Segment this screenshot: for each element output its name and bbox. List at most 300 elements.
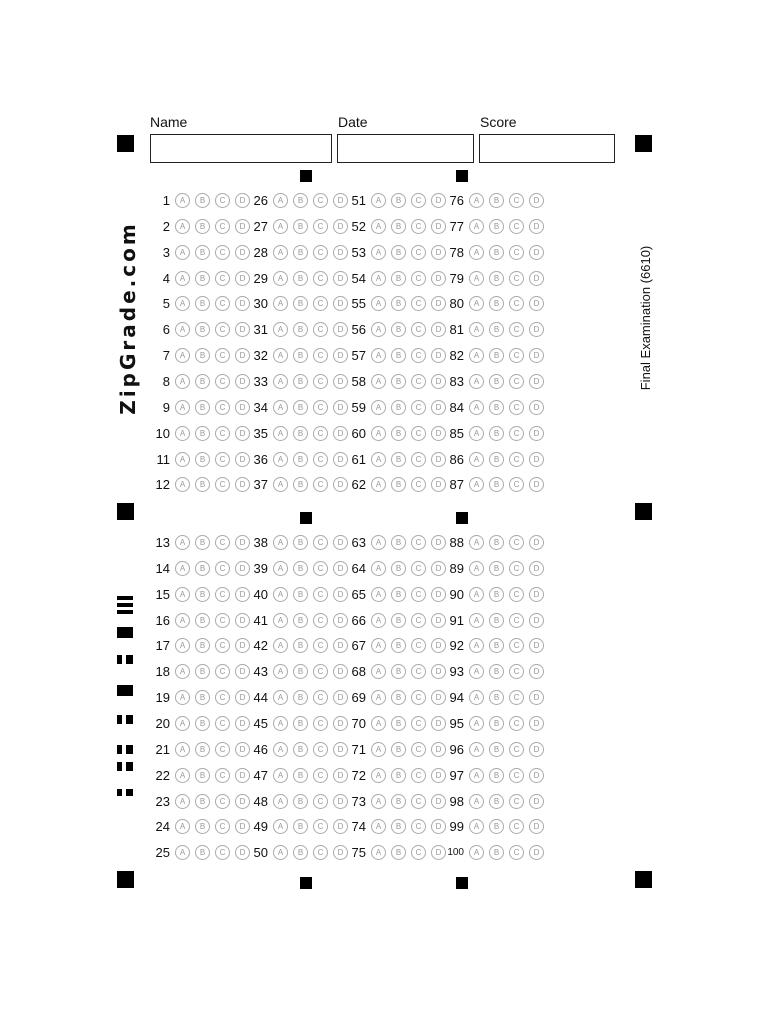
answer-bubble-c[interactable]: C	[411, 271, 426, 286]
answer-bubble-d[interactable]: D	[431, 245, 446, 260]
answer-bubble-a[interactable]: A	[371, 296, 386, 311]
answer-bubble-c[interactable]: C	[215, 193, 230, 208]
answer-bubble-a[interactable]: A	[273, 477, 288, 492]
answer-bubble-b[interactable]: B	[391, 245, 406, 260]
answer-bubble-a[interactable]: A	[371, 193, 386, 208]
answer-bubble-a[interactable]: A	[469, 322, 484, 337]
answer-bubble-b[interactable]: B	[293, 845, 308, 860]
answer-bubble-b[interactable]: B	[391, 638, 406, 653]
answer-bubble-a[interactable]: A	[175, 613, 190, 628]
answer-bubble-d[interactable]: D	[333, 400, 348, 415]
answer-bubble-c[interactable]: C	[313, 452, 328, 467]
answer-bubble-b[interactable]: B	[195, 613, 210, 628]
answer-bubble-a[interactable]: A	[273, 638, 288, 653]
answer-bubble-a[interactable]: A	[175, 794, 190, 809]
answer-bubble-b[interactable]: B	[489, 296, 504, 311]
answer-bubble-a[interactable]: A	[175, 322, 190, 337]
answer-bubble-a[interactable]: A	[273, 561, 288, 576]
answer-bubble-c[interactable]: C	[215, 245, 230, 260]
answer-bubble-d[interactable]: D	[529, 452, 544, 467]
answer-bubble-d[interactable]: D	[333, 452, 348, 467]
answer-bubble-d[interactable]: D	[235, 452, 250, 467]
answer-bubble-b[interactable]: B	[293, 716, 308, 731]
answer-bubble-d[interactable]: D	[333, 322, 348, 337]
answer-bubble-c[interactable]: C	[215, 477, 230, 492]
answer-bubble-a[interactable]: A	[469, 587, 484, 602]
answer-bubble-d[interactable]: D	[529, 794, 544, 809]
answer-bubble-d[interactable]: D	[529, 845, 544, 860]
answer-bubble-a[interactable]: A	[175, 426, 190, 441]
answer-bubble-d[interactable]: D	[333, 716, 348, 731]
answer-bubble-b[interactable]: B	[489, 845, 504, 860]
answer-bubble-c[interactable]: C	[411, 477, 426, 492]
answer-bubble-a[interactable]: A	[371, 322, 386, 337]
date-field[interactable]	[337, 134, 474, 163]
answer-bubble-b[interactable]: B	[293, 452, 308, 467]
answer-bubble-d[interactable]: D	[333, 193, 348, 208]
answer-bubble-a[interactable]: A	[469, 193, 484, 208]
answer-bubble-d[interactable]: D	[431, 768, 446, 783]
answer-bubble-b[interactable]: B	[293, 690, 308, 705]
answer-bubble-c[interactable]: C	[411, 348, 426, 363]
answer-bubble-a[interactable]: A	[469, 768, 484, 783]
answer-bubble-a[interactable]: A	[273, 664, 288, 679]
answer-bubble-a[interactable]: A	[371, 400, 386, 415]
answer-bubble-d[interactable]: D	[529, 271, 544, 286]
answer-bubble-c[interactable]: C	[509, 400, 524, 415]
answer-bubble-d[interactable]: D	[431, 271, 446, 286]
answer-bubble-b[interactable]: B	[293, 794, 308, 809]
answer-bubble-b[interactable]: B	[391, 716, 406, 731]
answer-bubble-c[interactable]: C	[509, 426, 524, 441]
answer-bubble-c[interactable]: C	[509, 742, 524, 757]
answer-bubble-d[interactable]: D	[235, 535, 250, 550]
answer-bubble-b[interactable]: B	[195, 742, 210, 757]
answer-bubble-c[interactable]: C	[411, 426, 426, 441]
answer-bubble-c[interactable]: C	[509, 477, 524, 492]
answer-bubble-b[interactable]: B	[195, 296, 210, 311]
answer-bubble-a[interactable]: A	[273, 400, 288, 415]
answer-bubble-a[interactable]: A	[371, 768, 386, 783]
answer-bubble-c[interactable]: C	[411, 742, 426, 757]
answer-bubble-d[interactable]: D	[529, 477, 544, 492]
answer-bubble-b[interactable]: B	[489, 322, 504, 337]
answer-bubble-b[interactable]: B	[195, 587, 210, 602]
answer-bubble-c[interactable]: C	[509, 690, 524, 705]
answer-bubble-c[interactable]: C	[215, 716, 230, 731]
answer-bubble-c[interactable]: C	[215, 742, 230, 757]
answer-bubble-c[interactable]: C	[313, 245, 328, 260]
answer-bubble-c[interactable]: C	[313, 716, 328, 731]
answer-bubble-b[interactable]: B	[293, 296, 308, 311]
answer-bubble-a[interactable]: A	[469, 690, 484, 705]
answer-bubble-c[interactable]: C	[411, 400, 426, 415]
answer-bubble-a[interactable]: A	[273, 193, 288, 208]
answer-bubble-c[interactable]: C	[215, 638, 230, 653]
answer-bubble-b[interactable]: B	[489, 742, 504, 757]
answer-bubble-a[interactable]: A	[175, 716, 190, 731]
answer-bubble-d[interactable]: D	[235, 193, 250, 208]
answer-bubble-d[interactable]: D	[333, 219, 348, 234]
answer-bubble-d[interactable]: D	[529, 716, 544, 731]
answer-bubble-c[interactable]: C	[313, 742, 328, 757]
answer-bubble-d[interactable]: D	[529, 296, 544, 311]
answer-bubble-b[interactable]: B	[391, 452, 406, 467]
answer-bubble-b[interactable]: B	[391, 768, 406, 783]
answer-bubble-c[interactable]: C	[313, 535, 328, 550]
answer-bubble-b[interactable]: B	[489, 613, 504, 628]
answer-bubble-c[interactable]: C	[411, 587, 426, 602]
answer-bubble-a[interactable]: A	[175, 193, 190, 208]
answer-bubble-b[interactable]: B	[391, 426, 406, 441]
answer-bubble-a[interactable]: A	[273, 768, 288, 783]
answer-bubble-d[interactable]: D	[333, 613, 348, 628]
answer-bubble-c[interactable]: C	[313, 219, 328, 234]
answer-bubble-c[interactable]: C	[509, 322, 524, 337]
answer-bubble-b[interactable]: B	[293, 561, 308, 576]
answer-bubble-b[interactable]: B	[489, 690, 504, 705]
answer-bubble-c[interactable]: C	[313, 296, 328, 311]
answer-bubble-b[interactable]: B	[195, 219, 210, 234]
answer-bubble-d[interactable]: D	[431, 426, 446, 441]
answer-bubble-a[interactable]: A	[273, 245, 288, 260]
answer-bubble-c[interactable]: C	[313, 768, 328, 783]
answer-bubble-b[interactable]: B	[489, 794, 504, 809]
answer-bubble-a[interactable]: A	[273, 819, 288, 834]
answer-bubble-c[interactable]: C	[509, 587, 524, 602]
answer-bubble-d[interactable]: D	[333, 296, 348, 311]
answer-bubble-c[interactable]: C	[509, 638, 524, 653]
answer-bubble-a[interactable]: A	[469, 348, 484, 363]
answer-bubble-c[interactable]: C	[509, 245, 524, 260]
answer-bubble-a[interactable]: A	[175, 535, 190, 550]
answer-bubble-b[interactable]: B	[195, 794, 210, 809]
answer-bubble-b[interactable]: B	[489, 452, 504, 467]
answer-bubble-b[interactable]: B	[195, 716, 210, 731]
answer-bubble-c[interactable]: C	[509, 716, 524, 731]
answer-bubble-b[interactable]: B	[293, 271, 308, 286]
answer-bubble-a[interactable]: A	[273, 690, 288, 705]
answer-bubble-b[interactable]: B	[293, 535, 308, 550]
answer-bubble-b[interactable]: B	[293, 426, 308, 441]
answer-bubble-a[interactable]: A	[273, 742, 288, 757]
answer-bubble-b[interactable]: B	[489, 193, 504, 208]
answer-bubble-a[interactable]: A	[175, 219, 190, 234]
answer-bubble-a[interactable]: A	[273, 587, 288, 602]
answer-bubble-a[interactable]: A	[469, 794, 484, 809]
answer-bubble-d[interactable]: D	[529, 613, 544, 628]
answer-bubble-b[interactable]: B	[195, 664, 210, 679]
answer-bubble-b[interactable]: B	[195, 322, 210, 337]
answer-bubble-b[interactable]: B	[293, 819, 308, 834]
answer-bubble-b[interactable]: B	[391, 219, 406, 234]
answer-bubble-d[interactable]: D	[431, 296, 446, 311]
answer-bubble-d[interactable]: D	[333, 587, 348, 602]
answer-bubble-c[interactable]: C	[411, 374, 426, 389]
answer-bubble-a[interactable]: A	[273, 613, 288, 628]
answer-bubble-d[interactable]: D	[529, 587, 544, 602]
answer-bubble-c[interactable]: C	[509, 219, 524, 234]
answer-bubble-c[interactable]: C	[509, 348, 524, 363]
answer-bubble-d[interactable]: D	[431, 452, 446, 467]
answer-bubble-a[interactable]: A	[371, 690, 386, 705]
answer-bubble-b[interactable]: B	[489, 819, 504, 834]
answer-bubble-b[interactable]: B	[391, 193, 406, 208]
answer-bubble-c[interactable]: C	[411, 794, 426, 809]
answer-bubble-d[interactable]: D	[431, 742, 446, 757]
answer-bubble-d[interactable]: D	[333, 426, 348, 441]
answer-bubble-a[interactable]: A	[371, 638, 386, 653]
answer-bubble-a[interactable]: A	[371, 477, 386, 492]
answer-bubble-d[interactable]: D	[235, 348, 250, 363]
answer-bubble-d[interactable]: D	[235, 426, 250, 441]
answer-bubble-b[interactable]: B	[195, 426, 210, 441]
answer-bubble-a[interactable]: A	[469, 374, 484, 389]
answer-bubble-c[interactable]: C	[411, 690, 426, 705]
answer-bubble-a[interactable]: A	[273, 348, 288, 363]
answer-bubble-d[interactable]: D	[235, 322, 250, 337]
answer-bubble-a[interactable]: A	[371, 794, 386, 809]
answer-bubble-c[interactable]: C	[411, 535, 426, 550]
answer-bubble-b[interactable]: B	[391, 296, 406, 311]
answer-bubble-a[interactable]: A	[371, 613, 386, 628]
answer-bubble-c[interactable]: C	[509, 845, 524, 860]
answer-bubble-c[interactable]: C	[313, 374, 328, 389]
answer-bubble-d[interactable]: D	[333, 690, 348, 705]
answer-bubble-a[interactable]: A	[175, 638, 190, 653]
answer-bubble-d[interactable]: D	[333, 794, 348, 809]
answer-bubble-a[interactable]: A	[273, 794, 288, 809]
answer-bubble-d[interactable]: D	[235, 742, 250, 757]
answer-bubble-c[interactable]: C	[215, 348, 230, 363]
answer-bubble-a[interactable]: A	[469, 245, 484, 260]
answer-bubble-c[interactable]: C	[313, 664, 328, 679]
answer-bubble-c[interactable]: C	[215, 664, 230, 679]
answer-bubble-c[interactable]: C	[509, 819, 524, 834]
answer-bubble-b[interactable]: B	[195, 271, 210, 286]
answer-bubble-b[interactable]: B	[293, 348, 308, 363]
answer-bubble-a[interactable]: A	[175, 742, 190, 757]
answer-bubble-c[interactable]: C	[509, 271, 524, 286]
answer-bubble-d[interactable]: D	[431, 219, 446, 234]
answer-bubble-c[interactable]: C	[509, 794, 524, 809]
answer-bubble-a[interactable]: A	[175, 819, 190, 834]
answer-bubble-d[interactable]: D	[431, 561, 446, 576]
answer-bubble-c[interactable]: C	[313, 587, 328, 602]
answer-bubble-d[interactable]: D	[235, 477, 250, 492]
answer-bubble-a[interactable]: A	[175, 245, 190, 260]
answer-bubble-d[interactable]: D	[235, 664, 250, 679]
answer-bubble-b[interactable]: B	[195, 690, 210, 705]
answer-bubble-c[interactable]: C	[509, 193, 524, 208]
answer-bubble-b[interactable]: B	[293, 638, 308, 653]
answer-bubble-c[interactable]: C	[215, 452, 230, 467]
answer-bubble-c[interactable]: C	[509, 535, 524, 550]
answer-bubble-d[interactable]: D	[431, 613, 446, 628]
answer-bubble-c[interactable]: C	[411, 845, 426, 860]
answer-bubble-d[interactable]: D	[529, 374, 544, 389]
answer-bubble-b[interactable]: B	[391, 348, 406, 363]
answer-bubble-b[interactable]: B	[293, 477, 308, 492]
answer-bubble-c[interactable]: C	[411, 452, 426, 467]
answer-bubble-b[interactable]: B	[489, 587, 504, 602]
answer-bubble-c[interactable]: C	[411, 819, 426, 834]
answer-bubble-a[interactable]: A	[273, 296, 288, 311]
answer-bubble-d[interactable]: D	[529, 322, 544, 337]
answer-bubble-b[interactable]: B	[293, 219, 308, 234]
answer-bubble-c[interactable]: C	[215, 768, 230, 783]
name-field[interactable]	[150, 134, 332, 163]
answer-bubble-d[interactable]: D	[529, 348, 544, 363]
answer-bubble-a[interactable]: A	[469, 664, 484, 679]
answer-bubble-c[interactable]: C	[509, 664, 524, 679]
answer-bubble-c[interactable]: C	[313, 613, 328, 628]
answer-bubble-d[interactable]: D	[529, 193, 544, 208]
answer-bubble-b[interactable]: B	[391, 819, 406, 834]
answer-bubble-c[interactable]: C	[215, 271, 230, 286]
answer-bubble-a[interactable]: A	[469, 426, 484, 441]
answer-bubble-c[interactable]: C	[411, 245, 426, 260]
answer-bubble-a[interactable]: A	[175, 348, 190, 363]
answer-bubble-b[interactable]: B	[195, 638, 210, 653]
answer-bubble-a[interactable]: A	[371, 845, 386, 860]
answer-bubble-a[interactable]: A	[175, 587, 190, 602]
answer-bubble-a[interactable]: A	[273, 219, 288, 234]
answer-bubble-c[interactable]: C	[411, 768, 426, 783]
answer-bubble-b[interactable]: B	[489, 716, 504, 731]
answer-bubble-d[interactable]: D	[333, 768, 348, 783]
answer-bubble-c[interactable]: C	[215, 322, 230, 337]
answer-bubble-d[interactable]: D	[333, 374, 348, 389]
answer-bubble-c[interactable]: C	[215, 426, 230, 441]
answer-bubble-d[interactable]: D	[431, 716, 446, 731]
answer-bubble-d[interactable]: D	[431, 845, 446, 860]
answer-bubble-d[interactable]: D	[235, 768, 250, 783]
answer-bubble-c[interactable]: C	[313, 561, 328, 576]
answer-bubble-b[interactable]: B	[391, 845, 406, 860]
answer-bubble-c[interactable]: C	[411, 613, 426, 628]
answer-bubble-a[interactable]: A	[469, 271, 484, 286]
answer-bubble-b[interactable]: B	[293, 613, 308, 628]
answer-bubble-c[interactable]: C	[509, 613, 524, 628]
answer-bubble-b[interactable]: B	[195, 348, 210, 363]
answer-bubble-c[interactable]: C	[509, 561, 524, 576]
answer-bubble-c[interactable]: C	[313, 638, 328, 653]
answer-bubble-d[interactable]: D	[431, 348, 446, 363]
answer-bubble-c[interactable]: C	[215, 690, 230, 705]
answer-bubble-d[interactable]: D	[235, 219, 250, 234]
answer-bubble-d[interactable]: D	[235, 561, 250, 576]
answer-bubble-b[interactable]: B	[391, 374, 406, 389]
answer-bubble-c[interactable]: C	[215, 219, 230, 234]
answer-bubble-d[interactable]: D	[235, 400, 250, 415]
answer-bubble-a[interactable]: A	[175, 561, 190, 576]
answer-bubble-b[interactable]: B	[195, 374, 210, 389]
answer-bubble-a[interactable]: A	[469, 400, 484, 415]
answer-bubble-b[interactable]: B	[489, 245, 504, 260]
answer-bubble-a[interactable]: A	[469, 219, 484, 234]
answer-bubble-d[interactable]: D	[431, 374, 446, 389]
answer-bubble-d[interactable]: D	[431, 794, 446, 809]
answer-bubble-c[interactable]: C	[313, 193, 328, 208]
answer-bubble-b[interactable]: B	[293, 742, 308, 757]
answer-bubble-a[interactable]: A	[175, 296, 190, 311]
answer-bubble-b[interactable]: B	[195, 561, 210, 576]
answer-bubble-c[interactable]: C	[411, 296, 426, 311]
answer-bubble-d[interactable]: D	[333, 664, 348, 679]
answer-bubble-b[interactable]: B	[489, 664, 504, 679]
answer-bubble-d[interactable]: D	[333, 535, 348, 550]
answer-bubble-d[interactable]: D	[529, 400, 544, 415]
answer-bubble-c[interactable]: C	[215, 400, 230, 415]
answer-bubble-d[interactable]: D	[431, 322, 446, 337]
answer-bubble-d[interactable]: D	[235, 587, 250, 602]
answer-bubble-d[interactable]: D	[529, 219, 544, 234]
answer-bubble-a[interactable]: A	[175, 271, 190, 286]
answer-bubble-b[interactable]: B	[391, 561, 406, 576]
answer-bubble-a[interactable]: A	[175, 400, 190, 415]
answer-bubble-d[interactable]: D	[529, 426, 544, 441]
answer-bubble-d[interactable]: D	[333, 742, 348, 757]
answer-bubble-d[interactable]: D	[333, 245, 348, 260]
answer-bubble-b[interactable]: B	[293, 768, 308, 783]
answer-bubble-c[interactable]: C	[313, 348, 328, 363]
answer-bubble-d[interactable]: D	[431, 638, 446, 653]
answer-bubble-b[interactable]: B	[195, 193, 210, 208]
answer-bubble-d[interactable]: D	[333, 819, 348, 834]
answer-bubble-c[interactable]: C	[411, 664, 426, 679]
answer-bubble-a[interactable]: A	[175, 374, 190, 389]
answer-bubble-b[interactable]: B	[195, 535, 210, 550]
answer-bubble-b[interactable]: B	[195, 400, 210, 415]
answer-bubble-c[interactable]: C	[313, 322, 328, 337]
answer-bubble-c[interactable]: C	[509, 452, 524, 467]
answer-bubble-c[interactable]: C	[215, 845, 230, 860]
answer-bubble-c[interactable]: C	[411, 322, 426, 337]
answer-bubble-b[interactable]: B	[489, 477, 504, 492]
answer-bubble-b[interactable]: B	[293, 374, 308, 389]
answer-bubble-d[interactable]: D	[235, 245, 250, 260]
answer-bubble-d[interactable]: D	[529, 690, 544, 705]
answer-bubble-b[interactable]: B	[391, 794, 406, 809]
answer-bubble-b[interactable]: B	[489, 561, 504, 576]
answer-bubble-a[interactable]: A	[273, 716, 288, 731]
answer-bubble-b[interactable]: B	[489, 535, 504, 550]
answer-bubble-c[interactable]: C	[215, 296, 230, 311]
answer-bubble-c[interactable]: C	[313, 400, 328, 415]
answer-bubble-a[interactable]: A	[469, 296, 484, 311]
answer-bubble-d[interactable]: D	[529, 742, 544, 757]
answer-bubble-d[interactable]: D	[529, 768, 544, 783]
answer-bubble-a[interactable]: A	[273, 322, 288, 337]
score-field[interactable]	[479, 134, 615, 163]
answer-bubble-a[interactable]: A	[371, 819, 386, 834]
answer-bubble-d[interactable]: D	[235, 690, 250, 705]
answer-bubble-a[interactable]: A	[175, 452, 190, 467]
answer-bubble-d[interactable]: D	[333, 477, 348, 492]
answer-bubble-d[interactable]: D	[529, 535, 544, 550]
answer-bubble-c[interactable]: C	[215, 535, 230, 550]
answer-bubble-b[interactable]: B	[195, 845, 210, 860]
answer-bubble-d[interactable]: D	[529, 819, 544, 834]
answer-bubble-a[interactable]: A	[371, 535, 386, 550]
answer-bubble-a[interactable]: A	[371, 426, 386, 441]
answer-bubble-d[interactable]: D	[235, 845, 250, 860]
answer-bubble-a[interactable]: A	[371, 716, 386, 731]
answer-bubble-a[interactable]: A	[469, 535, 484, 550]
answer-bubble-c[interactable]: C	[411, 716, 426, 731]
answer-bubble-c[interactable]: C	[411, 638, 426, 653]
